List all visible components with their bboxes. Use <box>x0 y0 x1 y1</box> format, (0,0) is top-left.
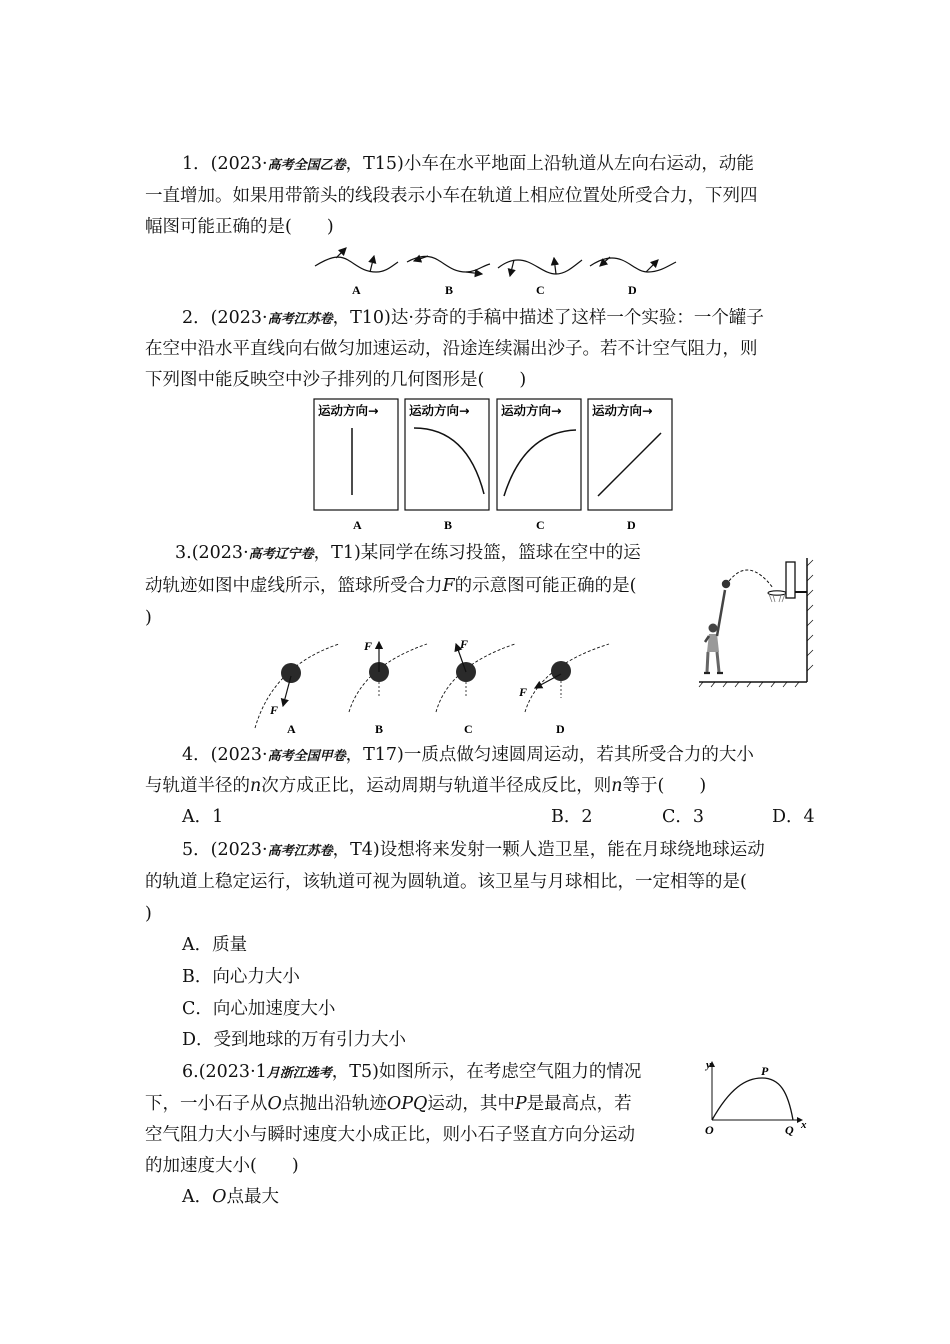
q3-force-label-d: F <box>519 685 528 699</box>
q3-text-1: 某同学在练习投篮，篮球在空中的运 <box>360 543 641 563</box>
q6-cite-close: ，T5) <box>331 1062 379 1082</box>
q4-text-2c: 等于( ) <box>622 776 707 796</box>
q4-option-d[interactable]: D．4 <box>772 807 815 827</box>
q6-point-q: Q <box>785 1123 794 1137</box>
q6-text-1: 如图所示，在考虑空气阻力的情况 <box>378 1062 642 1082</box>
q3-number: 3. <box>175 543 192 563</box>
q4-option-b[interactable]: B．2 <box>551 807 593 827</box>
q1-cite-open: (2023· <box>210 154 268 174</box>
q3-option-c-graphic <box>436 637 515 712</box>
q2-box-a-title: 运动方向→ <box>318 403 379 418</box>
q1-text-1: 小车在水平地面上沿轨道从左向右运动，动能 <box>403 154 754 174</box>
q6-trajectory-graph <box>700 1058 815 1138</box>
q5-option-b[interactable]: B．向心力大小 <box>182 967 300 987</box>
q3-source: 高考辽宁卷 <box>248 547 314 562</box>
q2-text-1: 达·芬奇的手稿中描述了这样一个实验：一个罐子 <box>390 308 764 328</box>
q5-line3: ) <box>145 904 152 924</box>
q4-line1 <box>182 744 754 768</box>
q2-label-b: B <box>444 518 453 532</box>
q6-line4: 的加速度大小( ) <box>145 1156 299 1176</box>
q4-text-2a: 与轨道半径的 <box>145 776 250 796</box>
q6-option-a[interactable] <box>182 1186 279 1208</box>
q5-line2: 的轨道上稳定运行，该轨道可视为圆轨道。该卫星与月球相比，一定相等的是( <box>145 872 747 892</box>
q3-label-c: C <box>464 722 473 736</box>
q4-cite-open: (2023· <box>210 745 268 765</box>
q6-line3: 空气阻力大小与瞬时速度大小成正比，则小石子竖直方向分运动 <box>145 1125 635 1145</box>
q5-cite-close: ，T4) <box>332 840 380 860</box>
q6-axis-x: x <box>801 1119 807 1131</box>
q6-axis-y: y <box>706 1059 711 1071</box>
q1-label-a: A <box>352 283 361 297</box>
q3-force-label-c: F <box>460 637 469 651</box>
q2-label-a: A <box>353 518 362 532</box>
q5-line1 <box>182 839 765 863</box>
q3-force-label-b: F <box>364 639 373 653</box>
q4-var-n-1: n <box>250 776 262 796</box>
q2-line3: 下列图中能反映空中沙子排列的几何图形是( ) <box>145 370 527 390</box>
q2-path-b <box>414 428 484 494</box>
q5-number: 5． <box>182 840 211 860</box>
q4-line2 <box>145 775 706 797</box>
q2-cite-close: ，T10) <box>332 308 391 328</box>
q1-line2: 一直增加。如果用带箭头的线段表示小车在轨道上相应位置处所受合力，下列四 <box>145 186 758 206</box>
q1-label-b: B <box>445 283 454 297</box>
q6-option-a-var-o: O <box>212 1187 227 1207</box>
q2-label-c: C <box>536 518 545 532</box>
q2-label-d: D <box>627 518 636 532</box>
q6-option-a-prefix: A． <box>182 1187 213 1207</box>
q3-cite-close: ，T1) <box>313 543 361 563</box>
q6-number: 6. <box>182 1062 199 1082</box>
q1-cite-close: ，T15) <box>345 154 404 174</box>
q6-source: 月浙江选考 <box>266 1066 332 1081</box>
q3-basketball-scene <box>697 556 817 688</box>
q4-text-1: 一质点做匀速圆周运动，若其所受合力的大小 <box>403 745 754 765</box>
q2-path-d <box>598 433 661 496</box>
q3-label-a: A <box>287 722 296 736</box>
q5-cite-open: (2023· <box>210 840 268 860</box>
q3-label-b: B <box>375 722 384 736</box>
q2-box-c-title: 运动方向→ <box>501 403 562 418</box>
q5-source: 高考江苏卷 <box>267 844 333 859</box>
q4-number: 4． <box>182 745 211 765</box>
q1-line3: 幅图可能正确的是( ) <box>145 217 334 237</box>
q2-box-b-title: 运动方向→ <box>409 403 470 418</box>
q5-option-a[interactable]: A．质量 <box>182 935 248 955</box>
q6-line2 <box>145 1093 632 1115</box>
q4-text-2b: 次方成正比，运动周期与轨道半径成反比，则 <box>261 776 612 796</box>
q1-figure <box>310 248 680 298</box>
q2-cite-open: (2023· <box>210 308 268 328</box>
q5-option-d[interactable]: D．受到地球的万有引力大小 <box>182 1030 407 1050</box>
q6-point-p: P <box>761 1064 769 1078</box>
q4-cite-close: ，T17) <box>345 745 404 765</box>
q2-box-d-title: 运动方向→ <box>592 403 653 418</box>
q3-line3: ) <box>145 608 152 628</box>
q3-text-2b: 的示意图可能正确的是( <box>454 576 637 596</box>
q2-number: 2． <box>182 308 211 328</box>
q3-force-label-a: F <box>270 703 279 717</box>
q6-option-a-text: 点最大 <box>226 1187 279 1207</box>
q6-point-o: O <box>705 1123 714 1137</box>
q6-text-2c: 运动，其中 <box>427 1094 515 1114</box>
q3-cite-open: (2023· <box>191 543 249 563</box>
q3-text-2a: 动轨迹如图中虚线所示，篮球所受合力 <box>145 576 443 596</box>
q3-label-d: D <box>556 722 565 736</box>
q4-option-c[interactable]: C．3 <box>662 807 705 827</box>
q4-var-n-2: n <box>611 776 623 796</box>
q1-line1 <box>182 153 754 177</box>
q1-option-d-graphic <box>590 257 676 272</box>
q5-option-c[interactable]: C．向心加速度大小 <box>182 999 336 1019</box>
q2-path-c <box>504 430 576 496</box>
q3-option-d-graphic <box>518 644 609 712</box>
q5-text-1: 设想将来发射一颗人造卫星，能在月球绕地球运动 <box>379 840 765 860</box>
q6-text-2a: 下，一小石子从 <box>145 1094 268 1114</box>
q2-source: 高考江苏卷 <box>267 312 333 327</box>
q6-line1 <box>182 1061 641 1085</box>
q3-line2 <box>145 575 636 597</box>
q2-line2: 在空中沿水平直线向右做匀加速运动，沿途连续漏出沙子。若不计空气阻力，则 <box>145 339 758 359</box>
q3-line1 <box>175 542 641 566</box>
q1-option-c-graphic <box>498 258 582 276</box>
q2-box-c <box>497 399 581 510</box>
q2-line1 <box>182 307 764 331</box>
q2-box-b <box>405 399 489 510</box>
q3-var-f: F <box>442 576 455 596</box>
q6-var-p: P <box>514 1094 527 1114</box>
q1-label-d: D <box>628 283 637 297</box>
q6-cite-open: (2023·1 <box>198 1062 267 1082</box>
q1-number: 1． <box>182 154 211 174</box>
q1-option-a-graphic <box>315 248 398 272</box>
q2-figure <box>312 398 682 538</box>
q6-var-opq: OPQ <box>386 1094 428 1114</box>
q6-var-o: O <box>267 1094 282 1114</box>
q6-text-2d: 是最高点，若 <box>526 1094 632 1114</box>
q3-option-b-graphic <box>349 639 427 712</box>
q1-option-b-graphic <box>407 256 490 274</box>
q2-box-a <box>314 399 398 510</box>
q3-option-a-graphic <box>255 644 339 728</box>
q3-figure <box>253 638 623 738</box>
q6-text-2b: 点抛出沿轨迹 <box>281 1094 387 1114</box>
q2-box-d <box>588 399 672 510</box>
q4-option-a[interactable]: A．1 <box>182 807 224 827</box>
q1-source: 高考全国乙卷 <box>267 158 346 173</box>
q1-label-c: C <box>536 283 545 297</box>
q4-source: 高考全国甲卷 <box>267 749 346 764</box>
